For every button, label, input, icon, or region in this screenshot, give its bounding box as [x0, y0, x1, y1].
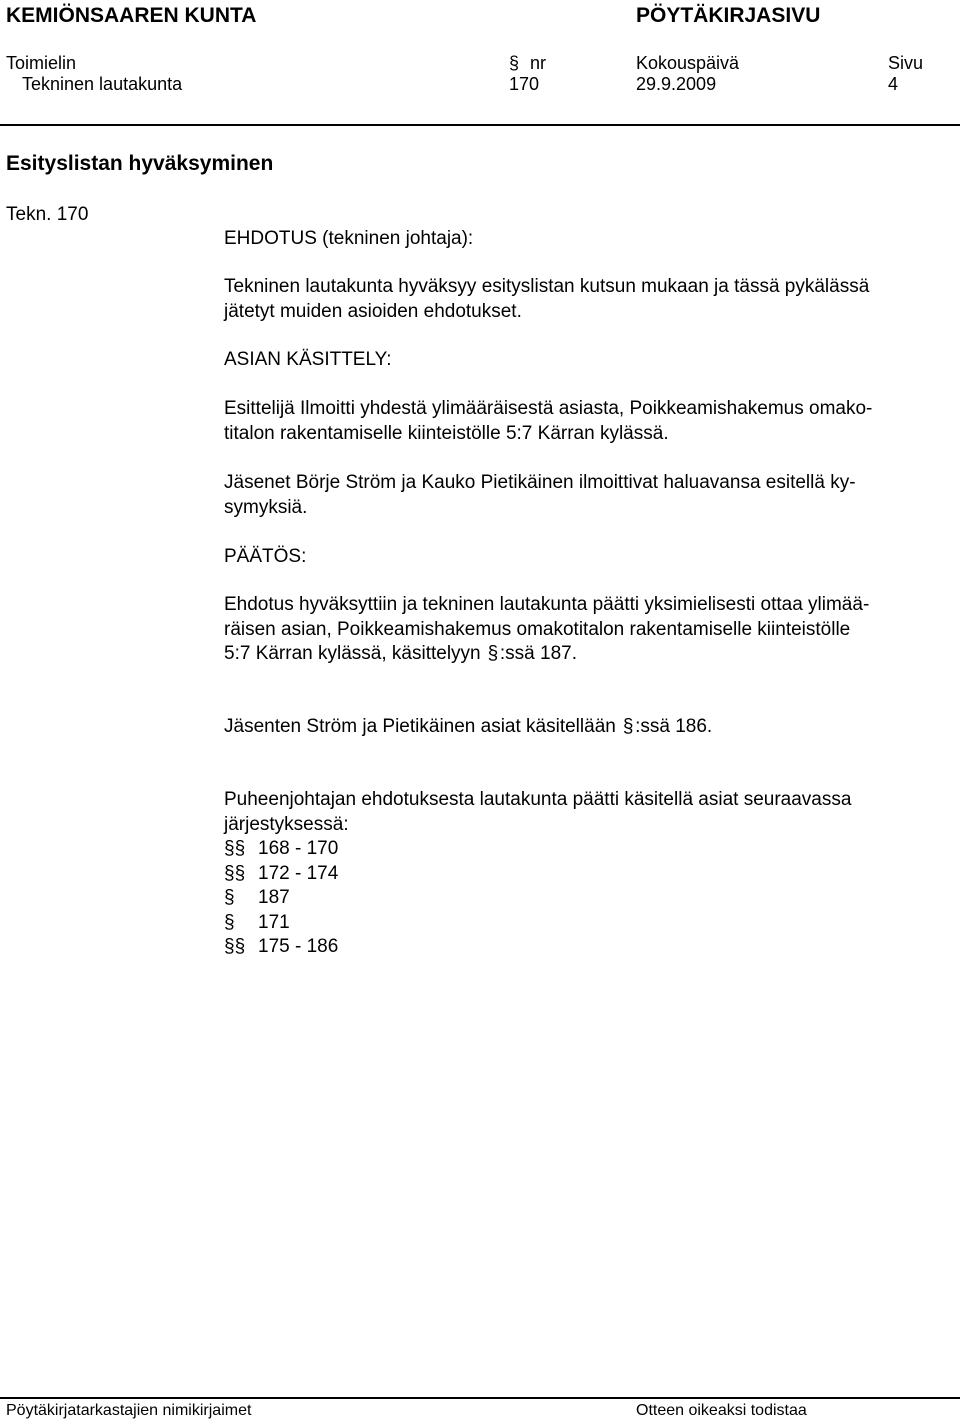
- value-nr: 170: [509, 74, 540, 94]
- label-body: Toimielin: [6, 53, 77, 73]
- decision-line-text: :ssä 187.: [499, 643, 577, 664]
- order-line: Puheenjohtajan ehdotuksesta lautakunta päätti käsitellä asiat seuraavassa: [224, 789, 852, 810]
- value-body: Tekninen lautakunta: [22, 74, 183, 94]
- section-range: 187: [258, 887, 290, 908]
- proposal-text: [224, 275, 954, 324]
- order-list: [224, 837, 954, 960]
- section-signs: §: [224, 887, 235, 908]
- label-page: Sivu: [888, 53, 924, 73]
- handling-line: Jäsenet Börje Ström ja Kauko Pietikäinen ilmoittivat haluavansa esitellä ky-: [224, 472, 856, 493]
- decision-line: Ehdotus hyväksyttiin ja tekninen lautakunta päätti yksimielisesti ottaa ylimää-: [224, 594, 870, 615]
- handling-paragraph-2: [224, 471, 954, 520]
- order-list-item: [224, 862, 954, 887]
- label-nr: [509, 53, 546, 74]
- decision-line-text: :ssä 186.: [635, 716, 713, 737]
- section-signs: §§: [224, 838, 246, 859]
- document-type: PÖYTÄKIRJASIVU: [636, 4, 821, 27]
- decision-line: [224, 642, 954, 667]
- proposal-line: jätetyt muiden asioiden ehdotukset.: [224, 300, 522, 322]
- label-nr-text: nr: [530, 53, 547, 73]
- decision-line-text: 5:7 Kärran kylässä, käsittelyyn: [224, 643, 486, 664]
- handling-heading: ASIAN KÄSITTELY:: [224, 349, 392, 370]
- section-signs: §: [224, 911, 235, 933]
- handling-paragraph-1: [224, 397, 954, 446]
- section-range: 168 - 170: [258, 838, 339, 859]
- order-list-item: [224, 886, 954, 911]
- section-range: 171: [258, 911, 290, 933]
- footer-initials-label: Pöytäkirjatarkastajien nimikirjaimet: [6, 1402, 252, 1419]
- proposal-heading: EHDOTUS (tekninen johtaja):: [224, 228, 474, 249]
- section-title: Esityslistan hyväksyminen: [6, 152, 274, 175]
- section-sign: §: [622, 716, 634, 737]
- decision-heading: PÄÄTÖS:: [224, 546, 307, 567]
- section-signs: §§: [224, 862, 246, 884]
- section-sign: §: [487, 643, 499, 664]
- decision-line-text: Jäsenten Ström ja Pietikäinen asiat käsitellään: [224, 716, 622, 737]
- item-reference: Tekn. 170: [6, 204, 89, 225]
- decision-paragraph-2: [224, 715, 954, 740]
- handling-line: symyksiä.: [224, 496, 308, 518]
- order-paragraph: [224, 788, 954, 837]
- decision-line: [224, 715, 954, 740]
- order-list-item: [224, 935, 954, 960]
- section-range: 175 - 186: [258, 936, 339, 957]
- decision-line: räisen asian, Poikkeamishakemus omakotitalon rakentamiselle kiinteistölle: [224, 618, 851, 640]
- order-list-item: [224, 911, 954, 936]
- value-meeting-date: 29.9.2009: [636, 74, 717, 94]
- value-page: 4: [888, 74, 899, 94]
- section-signs: §§: [224, 936, 246, 957]
- footer-divider: [0, 1397, 960, 1399]
- proposal-line: Tekninen lautakunta hyväksyy esityslistan kutsun mukaan ja tässä pykälässä: [224, 276, 870, 297]
- label-meeting-date: Kokouspäivä: [636, 53, 740, 73]
- section-sign: §: [509, 53, 520, 73]
- order-list-item: [224, 837, 954, 862]
- footer-certified-label: Otteen oikeaksi todistaa: [636, 1402, 807, 1419]
- handling-line: Esittelijä Ilmoitti yhdestä ylimääräisestä asiasta, Poikkeamishakemus omako-: [224, 398, 873, 419]
- handling-line: titalon rakentamiselle kiinteistölle 5:7 Kärran kylässä.: [224, 422, 669, 444]
- section-range: 172 - 174: [258, 862, 339, 884]
- order-line: järjestyksessä:: [224, 813, 349, 835]
- decision-paragraph-1: [224, 593, 954, 667]
- municipality-name: KEMIÖNSAAREN KUNTA: [6, 4, 257, 27]
- header-divider: [0, 124, 960, 126]
